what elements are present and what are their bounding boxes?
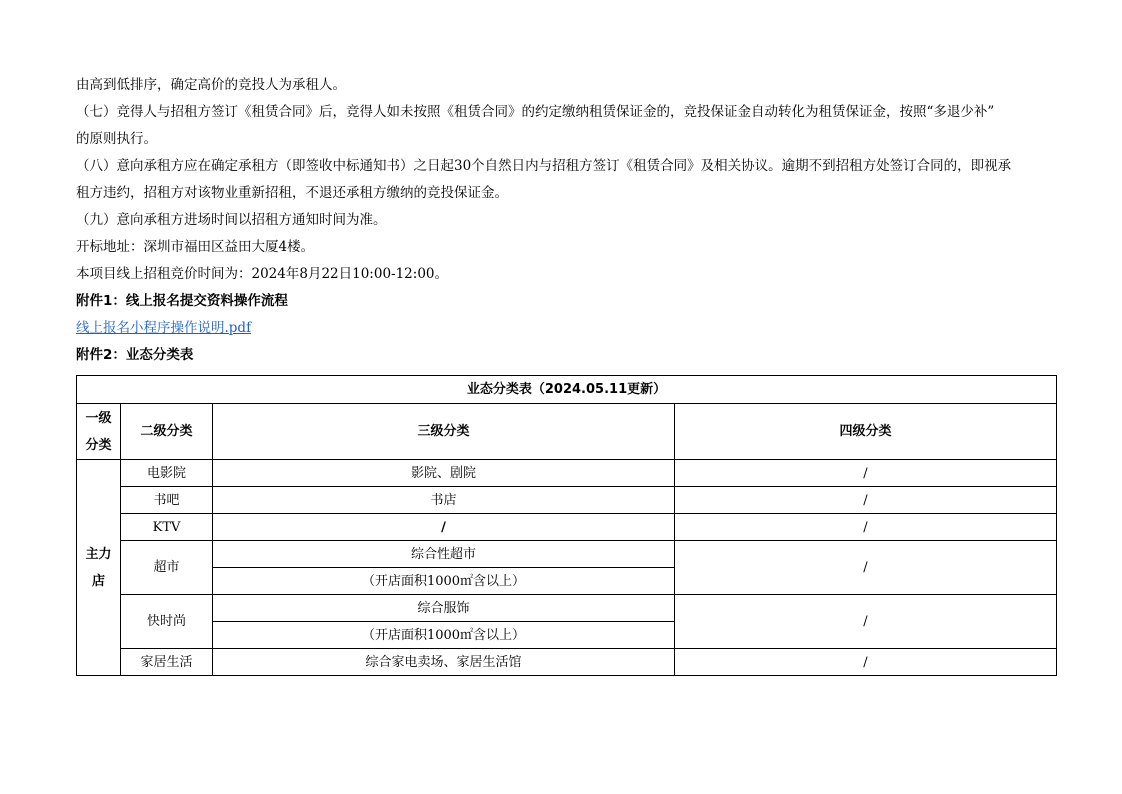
cell-level3: 综合性超市: [213, 541, 675, 568]
cell-level4: /: [675, 595, 1057, 649]
paragraph-ranking: 由高到低排序，确定高价的竞投人为承租人。: [76, 77, 346, 93]
cell-level3: /: [213, 514, 675, 541]
cell-level2: 书吧: [121, 487, 213, 514]
cell-level3: 书店: [213, 487, 675, 514]
cell-level3: （开店面积1000㎡含以上）: [213, 622, 675, 649]
cell-level2: 超市: [121, 541, 213, 595]
business-category-table: [76, 375, 1057, 676]
cell-level4: /: [675, 460, 1057, 487]
paragraph-clause-8: （八）意向承租方应在确定承租方（即签收中标通知书）之日起30个自然日内与招租方签订《租赁合同》及相关协议。逾期不到招租方处签订合同的，即视承: [76, 158, 1012, 174]
table-row: [77, 595, 1057, 622]
paragraph-opening-address: 开标地址：深圳市福田区益田大厦4楼。: [76, 239, 315, 255]
table-title-row: [77, 376, 1057, 404]
table-row: [77, 460, 1057, 487]
header-level3: 三级分类: [213, 404, 675, 460]
table-row: [77, 487, 1057, 514]
table-title: 业态分类表（2024.05.11更新）: [77, 376, 1057, 404]
cell-level3: 综合家电卖场、家居生活馆: [213, 649, 675, 676]
paragraph-clause-7-cont: 的原则执行。: [76, 131, 157, 147]
cell-level3: 综合服饰: [213, 595, 675, 622]
table-header-row: [77, 404, 1057, 460]
cell-level2: 家居生活: [121, 649, 213, 676]
cell-level4: /: [675, 487, 1057, 514]
cell-level2: KTV: [121, 514, 213, 541]
header-level4: 四级分类: [675, 404, 1057, 460]
cell-level2: 快时尚: [121, 595, 213, 649]
cell-level3: （开店面积1000㎡含以上）: [213, 568, 675, 595]
attachment-1-pdf-link[interactable]: 线上报名小程序操作说明.pdf: [76, 320, 252, 336]
table-row: [77, 514, 1057, 541]
paragraph-clause-8-cont: 租方违约，招租方对该物业重新招租，不退还承租方缴纳的竞投保证金。: [76, 185, 508, 201]
attachment-2-heading: 附件2：业态分类表: [76, 347, 194, 363]
cell-level4: /: [675, 514, 1057, 541]
cell-level4: /: [675, 541, 1057, 595]
table-row: [77, 541, 1057, 568]
header-level1: 一级 分类: [77, 404, 121, 460]
table-row: [77, 649, 1057, 676]
attachment-1-heading: 附件1：线上报名提交资料操作流程: [76, 293, 288, 309]
cell-level3: 影院、剧院: [213, 460, 675, 487]
header-level2: 二级分类: [121, 404, 213, 460]
paragraph-clause-9: （九）意向承租方进场时间以招租方通知时间为准。: [76, 212, 387, 228]
category-main-store: 主力 店: [77, 460, 121, 676]
paragraph-bidding-time: 本项目线上招租竞价时间为：2024年8月22日10:00-12:00。: [76, 266, 448, 282]
cell-level2: 电影院: [121, 460, 213, 487]
paragraph-clause-7: （七）竞得人与招租方签订《租赁合同》后，竞得人如未按照《租赁合同》的约定缴纳租赁保证金的，竞投保证金自动转化为租赁保证金，按照“多退少补”: [76, 104, 995, 120]
cell-level4: /: [675, 649, 1057, 676]
